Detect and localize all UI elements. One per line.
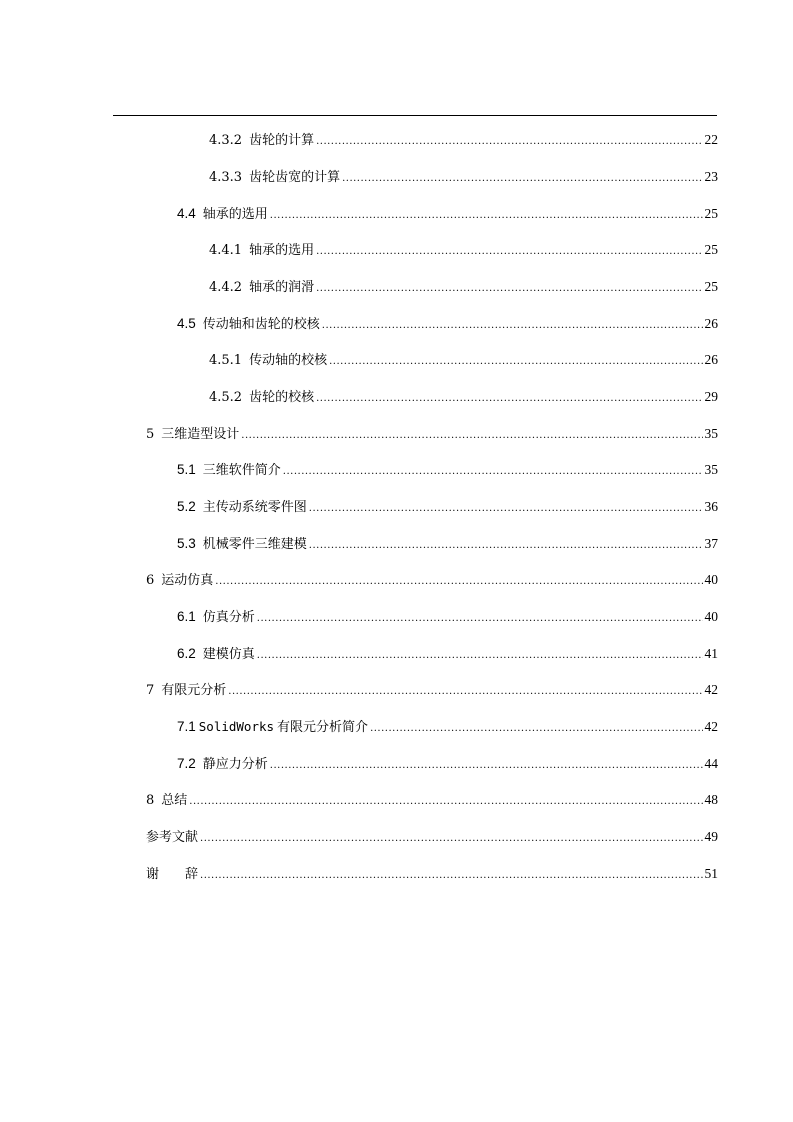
toc-title: 轴承的选用 — [202, 207, 268, 222]
toc-page-number: 25 — [704, 206, 718, 221]
toc-number: 5 — [146, 427, 155, 442]
dot-leader — [257, 645, 703, 667]
dot-leader — [270, 205, 703, 227]
toc-entry-8[interactable] — [146, 789, 718, 811]
toc-title: 有限元分析 — [161, 683, 227, 698]
toc-title: 轴承的润滑 — [249, 280, 315, 295]
dot-leader — [309, 535, 703, 557]
toc-entry-6-2[interactable] — [177, 643, 718, 665]
dot-leader — [200, 828, 702, 850]
toc-title: 齿轮齿宽的计算 — [249, 170, 341, 185]
toc-page-number: 44 — [704, 756, 718, 771]
toc-number: 8 — [146, 793, 155, 808]
toc-title: 轴承的选用 — [249, 243, 315, 258]
toc-title: 齿轮的计算 — [249, 133, 315, 148]
toc-entry-4-5[interactable] — [177, 313, 718, 335]
toc-entry-7-1[interactable] — [177, 716, 718, 738]
dot-leader — [316, 278, 702, 300]
toc-number: 4.3.3 — [209, 170, 243, 185]
toc-number: 5.1 — [177, 462, 196, 477]
toc-page-number: 42 — [704, 682, 718, 697]
toc-number: 6.2 — [177, 646, 196, 661]
toc-number: 4.5.1 — [209, 353, 243, 368]
dot-leader — [257, 608, 703, 630]
toc-entry-4-5-2[interactable] — [209, 386, 718, 408]
dot-leader — [241, 425, 702, 447]
toc-entry-4-3-2[interactable] — [209, 129, 718, 151]
toc-title: 三维造型设计 — [161, 427, 240, 442]
dot-leader — [316, 241, 702, 263]
toc-page-number: 40 — [704, 572, 718, 587]
toc-title: 齿轮的校核 — [249, 390, 315, 405]
toc-page-number: 36 — [704, 499, 718, 514]
dot-leader — [228, 681, 702, 703]
dot-leader — [316, 388, 702, 410]
toc-page-number: 48 — [704, 792, 718, 807]
toc-entry-4-3-3[interactable] — [209, 166, 718, 188]
toc-page-number: 26 — [704, 316, 718, 331]
toc-entry-6[interactable] — [146, 569, 718, 591]
dot-leader — [322, 315, 703, 337]
toc-page-number: 35 — [704, 462, 718, 477]
header-rule — [113, 115, 717, 116]
toc-number: 4.4.1 — [209, 243, 243, 258]
toc-number: 5.2 — [177, 499, 196, 514]
toc-entry-references[interactable] — [146, 826, 718, 848]
toc-title: 主传动系统零件图 — [202, 500, 307, 515]
toc-title: 有限元分析简介 — [277, 720, 369, 735]
toc-number: 7.2 — [177, 756, 196, 771]
toc-entry-4-4[interactable] — [177, 203, 718, 225]
toc-number: 4.4 — [177, 206, 196, 221]
toc-entry-5[interactable] — [146, 423, 718, 445]
toc-number: 6 — [146, 573, 155, 588]
toc-entry-4-5-1[interactable] — [209, 349, 718, 371]
toc-title: 三维软件简介 — [202, 463, 281, 478]
toc-page-number: 49 — [704, 829, 718, 844]
toc-title: 谢 辞 — [146, 867, 199, 882]
toc-page-number: 22 — [704, 132, 718, 147]
toc-page-number: 37 — [704, 536, 718, 551]
toc-entry-4-4-2[interactable] — [209, 276, 718, 298]
dot-leader — [189, 791, 702, 813]
toc-entry-4-4-1[interactable] — [209, 239, 718, 261]
toc-entry-5-2[interactable] — [177, 496, 718, 518]
toc-page-number: 35 — [704, 426, 718, 441]
toc-title: 静应力分析 — [202, 757, 268, 772]
toc-page-number: 40 — [704, 609, 718, 624]
toc-title: 总结 — [161, 793, 188, 808]
toc-entry-5-1[interactable] — [177, 459, 718, 481]
dot-leader — [283, 461, 703, 483]
dot-leader — [342, 168, 702, 190]
toc-page-number: 29 — [704, 389, 718, 404]
toc-title: 运动仿真 — [161, 573, 214, 588]
dot-leader — [316, 131, 702, 153]
toc-page-number: 41 — [704, 646, 718, 661]
toc-entry-7-2[interactable] — [177, 753, 718, 775]
toc-entry-6-1[interactable] — [177, 606, 718, 628]
toc-page-number: 23 — [704, 169, 718, 184]
toc-entry-acknowledgements[interactable] — [146, 863, 718, 885]
toc-title: 参考文献 — [146, 830, 199, 845]
toc-number: 7.1 — [177, 719, 196, 734]
toc-title: 仿真分析 — [202, 610, 255, 625]
toc-number: 4.4.2 — [209, 280, 243, 295]
dot-leader — [329, 351, 702, 373]
toc-page-number: 26 — [704, 352, 718, 367]
toc-title: 建模仿真 — [202, 647, 255, 662]
toc-page-number: 51 — [704, 866, 718, 881]
toc-number: 4.5.2 — [209, 390, 243, 405]
toc-page-number: 25 — [704, 242, 718, 257]
toc-page-number: 42 — [704, 719, 718, 734]
toc-number: 6.1 — [177, 609, 196, 624]
toc-title: 机械零件三维建模 — [202, 537, 307, 552]
toc-number: 7 — [146, 683, 155, 698]
toc-number: 5.3 — [177, 536, 196, 551]
dot-leader — [270, 755, 703, 777]
toc-number: 4.5 — [177, 316, 196, 331]
toc-entry-7[interactable] — [146, 679, 718, 701]
dot-leader — [309, 498, 703, 520]
toc-title-latin: SolidWorks — [198, 719, 275, 734]
toc-title: 传动轴的校核 — [249, 353, 328, 368]
dot-leader — [200, 865, 702, 887]
toc-entry-5-3[interactable] — [177, 533, 718, 555]
dot-leader — [215, 571, 702, 593]
toc-number: 4.3.2 — [209, 133, 243, 148]
toc-title: 传动轴和齿轮的校核 — [202, 317, 320, 332]
toc-page-number: 25 — [704, 279, 718, 294]
dot-leader — [370, 718, 702, 740]
